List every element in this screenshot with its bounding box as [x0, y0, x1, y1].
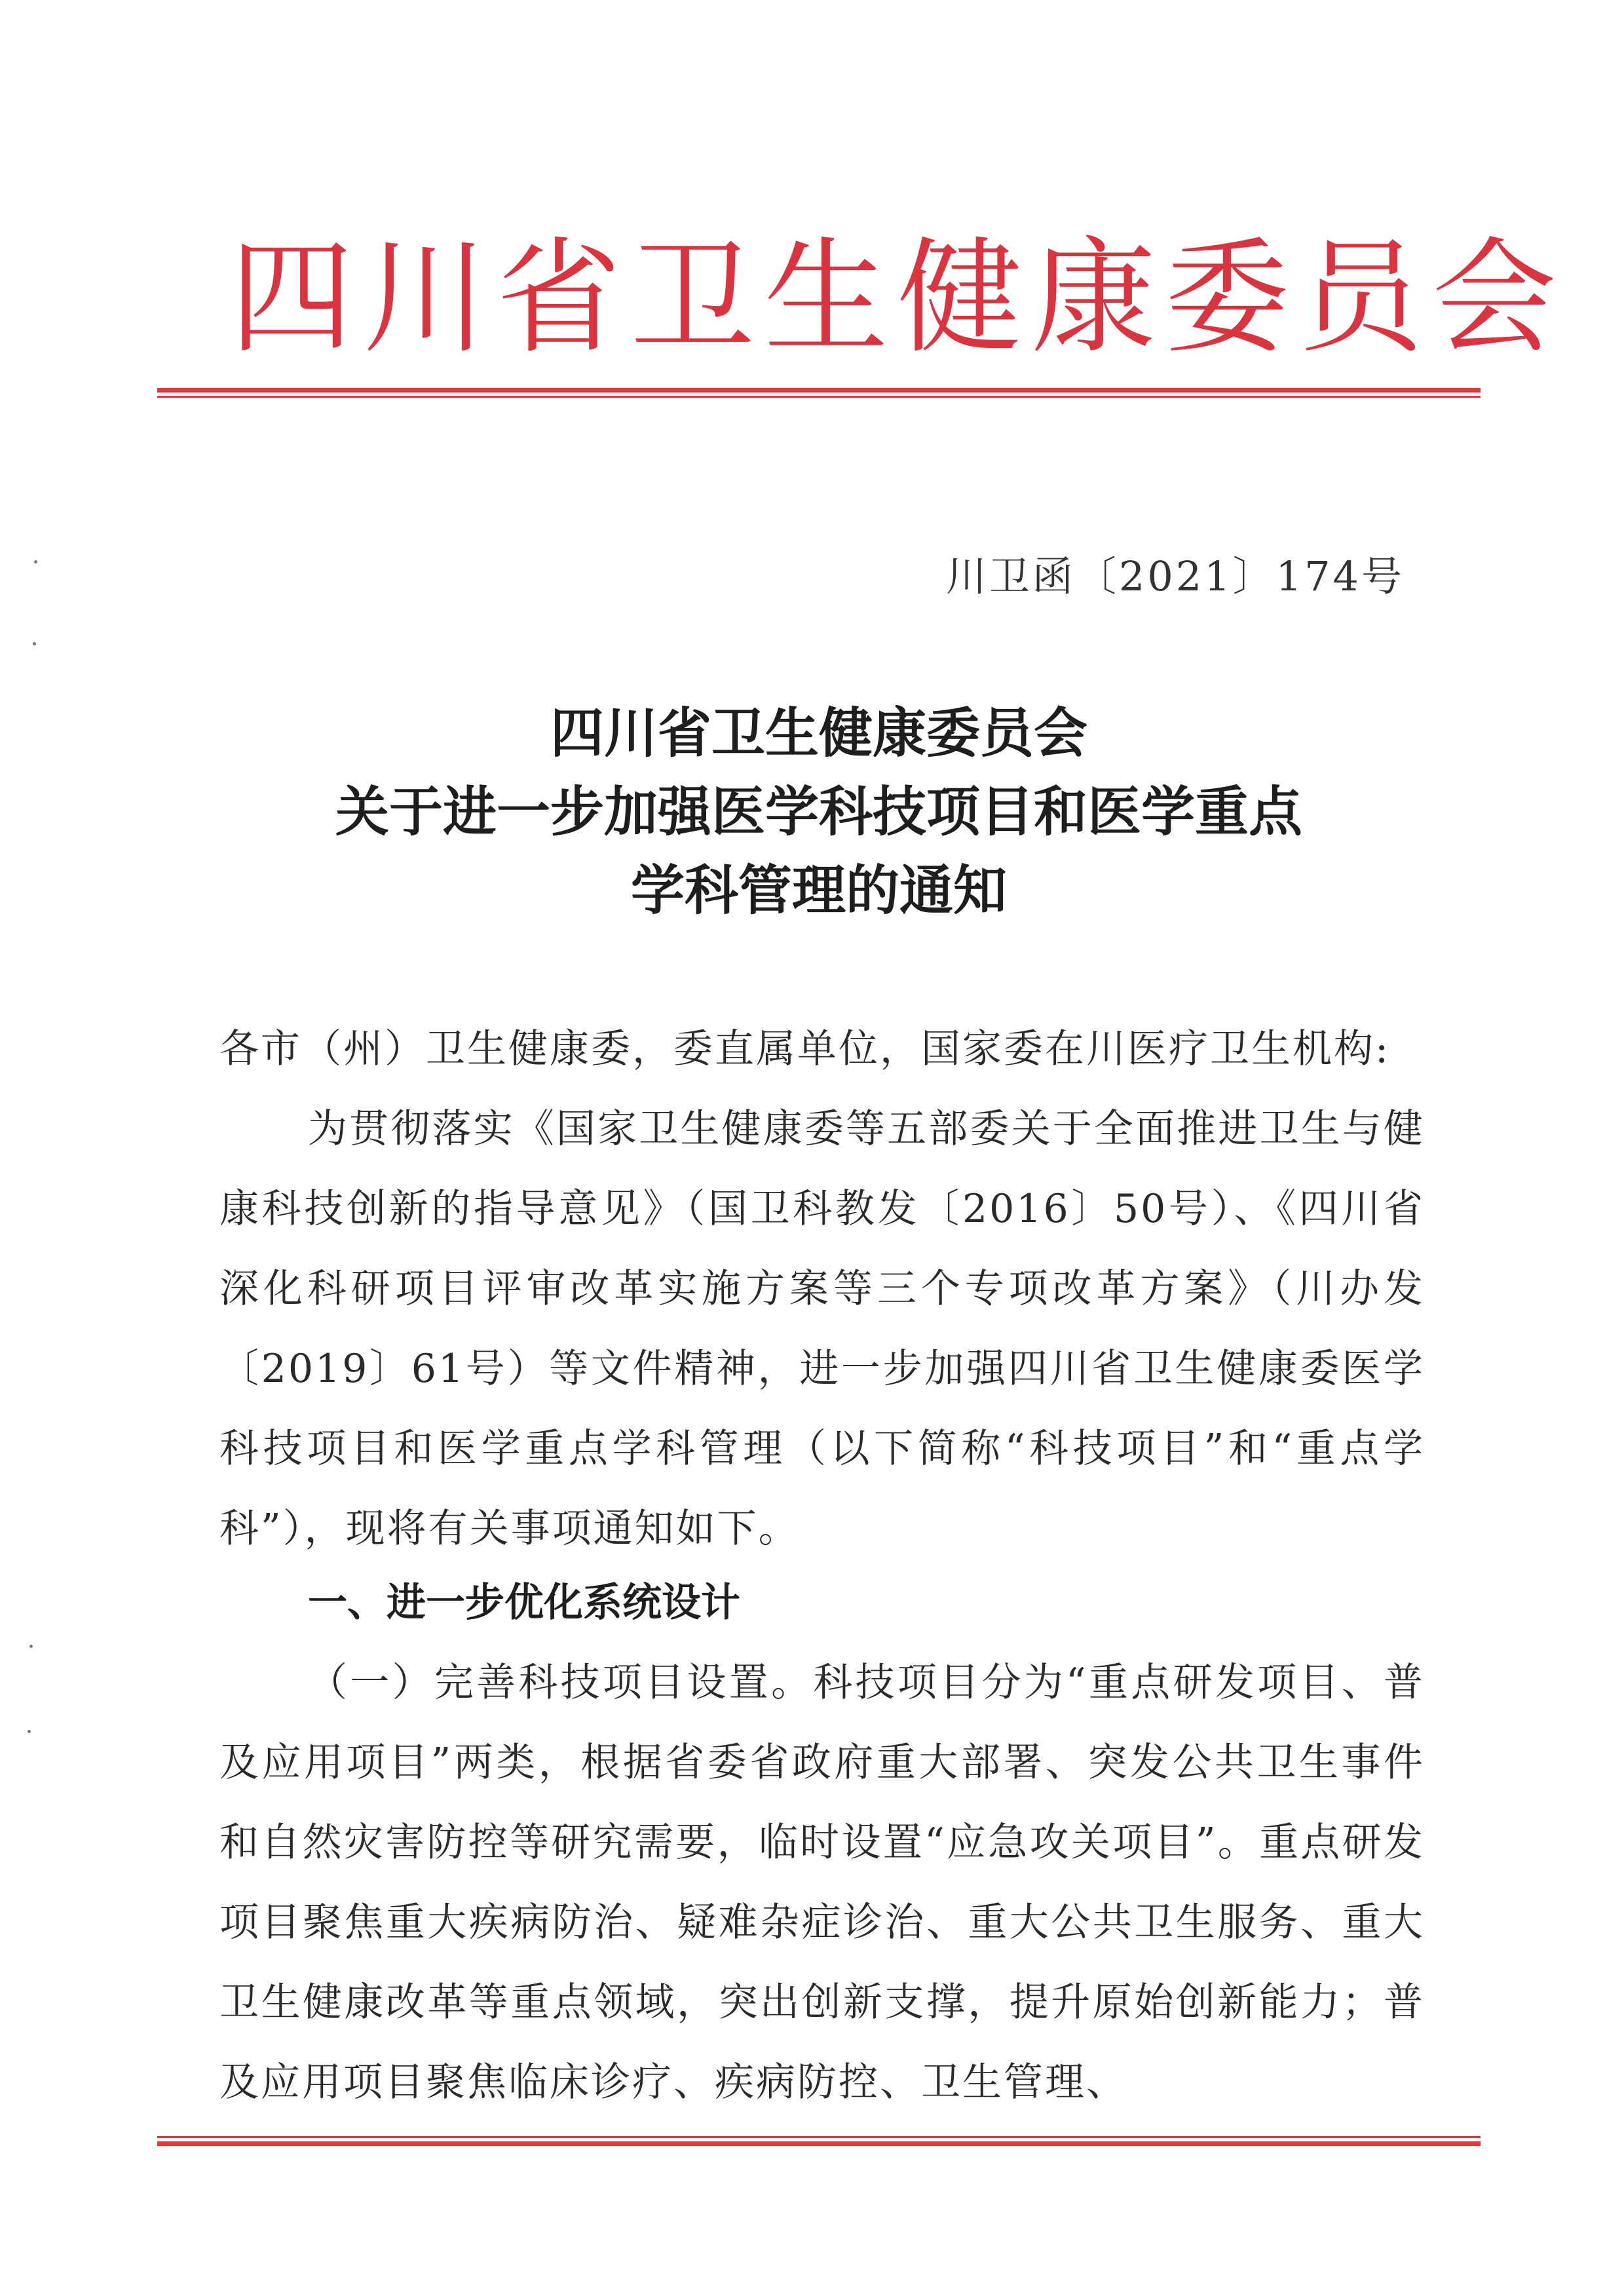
scan-speck [29, 1645, 33, 1648]
red-rule-thin-line [157, 2136, 1481, 2138]
document-title [157, 695, 1481, 930]
section-1-paragraph-1: （一）完善科技项目设置。科技项目分为“重点研发项目、普及应用项目”两类，根据省委省政府重大部署、突发公共卫生事件和自然灾害防控等研究需要，临时设置“应急攻关项目”。重点研发项目聚焦重大疾病防治、疑难杂症诊治、重大公共卫生服务、重大卫生健康改革等重点领域，突出创新支撑，提升原始创新能力；普及应用项目聚焦临床诊疗、疾病防控、卫生管理、 [219, 1660, 1425, 2105]
title-line-1: 四川省卫生健康委员会 [550, 702, 1087, 765]
scan-speck [33, 642, 36, 645]
letterhead-red-rule [157, 388, 1481, 398]
section-heading-1: 一、进一步优化系统设计 [308, 1580, 740, 1626]
red-rule-thin-line [157, 396, 1481, 398]
footer-red-rule [157, 2136, 1481, 2147]
scan-speck [34, 560, 37, 564]
letterhead-org-name: 四川省卫生健康委员会 [229, 225, 1566, 370]
intro-paragraph: 为贯彻落实《国家卫生健康委等五部委关于全面推进卫生与健康科技创新的指导意见》（国卫科教发〔2016〕50号）、《四川省深化科研项目评审改革实施方案等三个专项改革方案》（川办发〔2019〕61号）等文件精神，进一步加强四川省卫生健康委医学科技项目和医学重点学科管理（以下简称“科技项目”和“重点学科”），现将有关事项通知如下。 [219, 1106, 1425, 1552]
red-rule-thick-line [157, 2141, 1481, 2146]
salutation: 各市（州）卫生健康委，委直属单位，国家委在川医疗卫生机构: [219, 1026, 1391, 1072]
title-line-2: 关于进一步加强医学科技项目和医学重点 [335, 781, 1302, 843]
title-line-3: 学科管理的通知 [630, 860, 1007, 922]
scan-speck [28, 1730, 31, 1733]
document-number: 川卫函〔2021〕174号 [945, 552, 1405, 600]
red-rule-thick-line [157, 388, 1481, 392]
